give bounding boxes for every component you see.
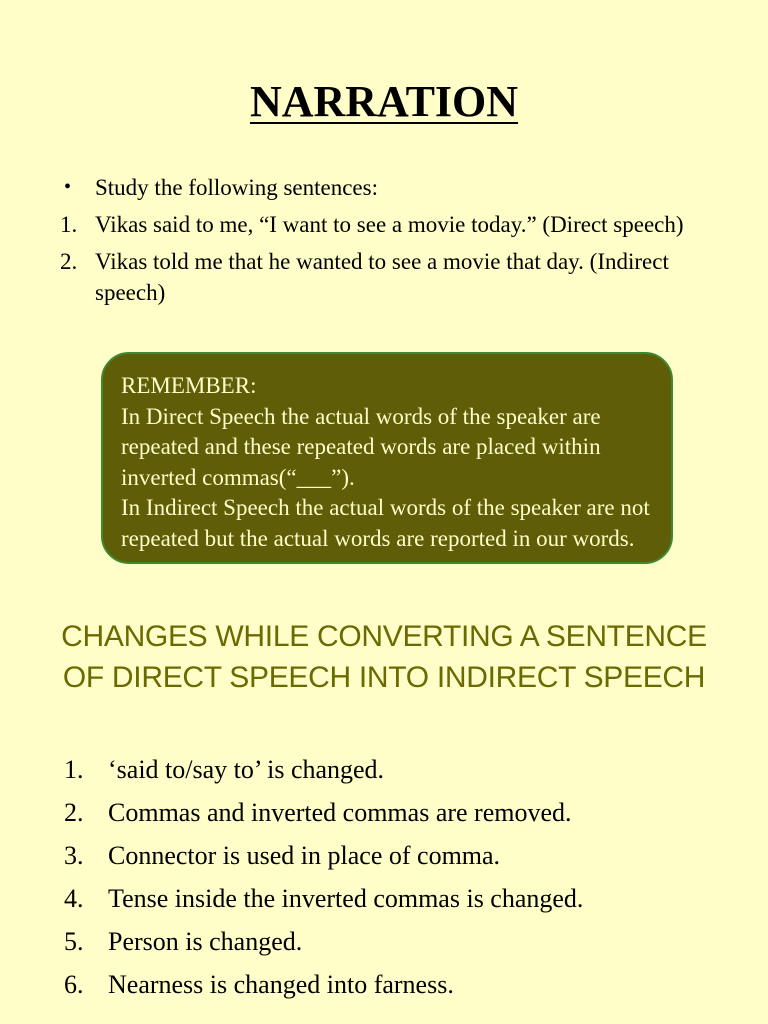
- bullet-icon: •: [64, 176, 72, 198]
- change-item: [64, 834, 754, 877]
- change-text: Nearness is changed into farness.: [108, 970, 454, 999]
- change-number: 2.: [64, 798, 84, 827]
- remember-direct-text: In Direct Speech the actual words of the speaker are repeated and these repeated words are placed within inverted commas(“___”).: [121, 403, 601, 490]
- change-number: 6.: [64, 970, 84, 999]
- change-number: 5.: [64, 927, 84, 956]
- change-item: [64, 877, 754, 920]
- remember-callout: [101, 352, 673, 564]
- intro-bullet-text: Study the following sentences:: [95, 175, 378, 200]
- remember-heading: REMEMBER:: [121, 373, 257, 398]
- change-text: Person is changed.: [108, 927, 303, 956]
- change-number: 4.: [64, 884, 84, 913]
- change-text: Tense inside the inverted commas is changed.: [108, 884, 584, 913]
- change-item: [64, 791, 754, 834]
- example-number: 2.: [60, 249, 78, 274]
- example-number: 1.: [60, 212, 78, 237]
- changes-heading: CHANGES WHILE CONVERTING A SENTENCE OF DIRECT SPEECH INTO INDIRECT SPEECH: [61, 620, 707, 694]
- example-text: Vikas told me that he wanted to see a movie that day. (Indirect speech): [95, 249, 669, 305]
- change-item: [64, 963, 754, 1006]
- change-number: 3.: [64, 841, 84, 870]
- changes-list: [64, 748, 754, 1006]
- change-text: Connector is used in place of comma.: [108, 841, 501, 870]
- intro-bullet-item: [60, 172, 700, 203]
- change-number: 1.: [64, 755, 84, 784]
- change-text: Commas and inverted commas are removed.: [108, 798, 572, 827]
- intro-list: [60, 172, 700, 314]
- example-text: Vikas said to me, “I want to see a movie today.” (Direct speech): [95, 212, 684, 237]
- change-item: [64, 920, 754, 963]
- change-text: ‘said to/say to’ is changed.: [108, 755, 385, 784]
- example-item: [60, 246, 700, 308]
- page-title: NARRATION: [249, 77, 519, 126]
- example-item: [60, 209, 700, 240]
- change-item: [64, 748, 754, 791]
- remember-indirect-text: In Indirect Speech the actual words of the speaker are not repeated but the actual words are reported in our words.: [121, 495, 650, 551]
